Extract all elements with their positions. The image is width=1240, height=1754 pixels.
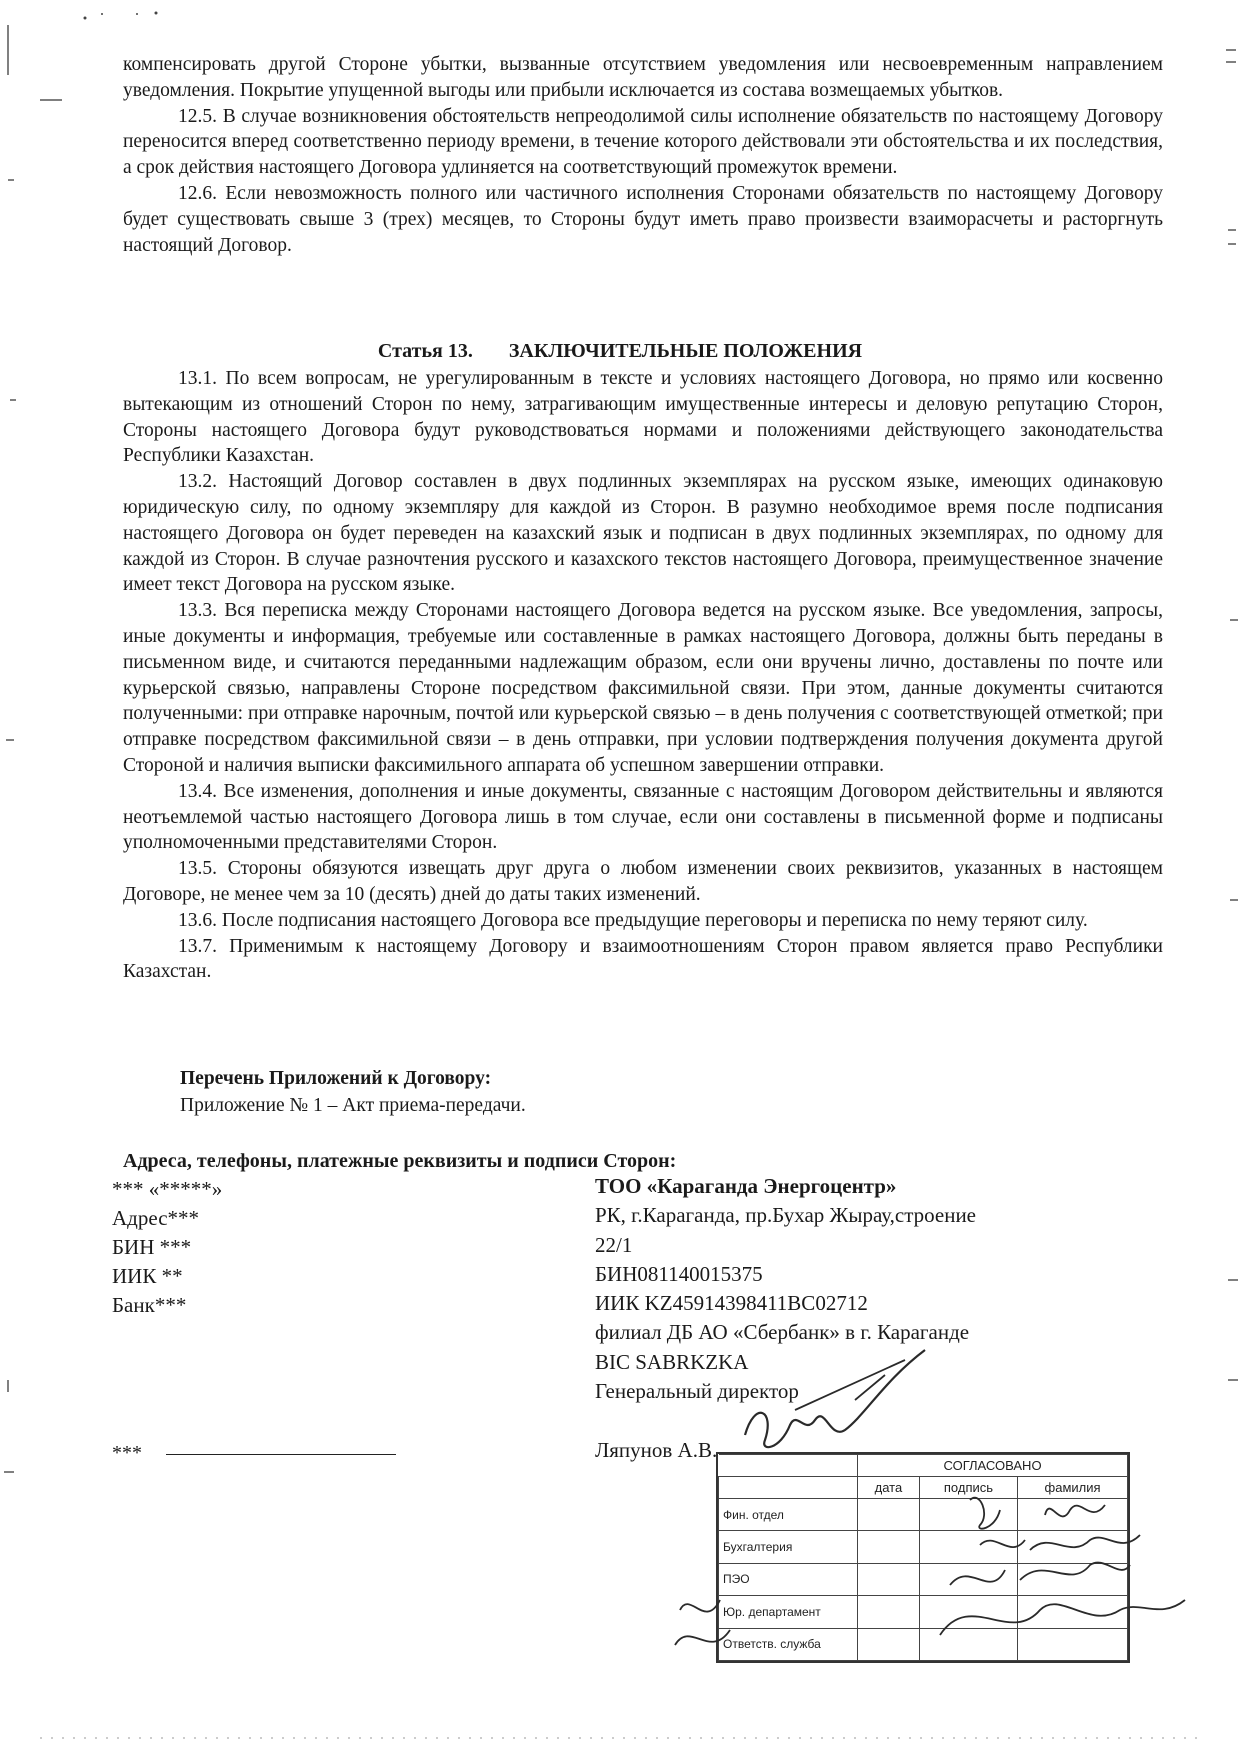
paragraph-13-2: 13.2. Настоящий Договор составлен в двух подлинных экземплярах на русском языке, имеющих одинаковую юридическую силу, по одному экземпляру для каждой из Сторон. В разумно необходимое время после подписания настоящего Договора он будет переведен на казахский язык и подписан в двух подлинных экземплярах, по одному для каждой из Сторон. В случае разночтения русского и казахского текстов настоящего Договора, преимущественное значение имеет текст Договора на русском языке.: [123, 471, 1163, 596]
party-left-name: *** «*****»: [112, 1177, 223, 1201]
stamp-row-label: Юр. департамент: [719, 1596, 858, 1628]
party-right-bin: БИН081140015375: [595, 1261, 763, 1286]
stamp-col-name: фамилия: [1018, 1477, 1128, 1499]
party-right-iik: ИИК KZ45914398411BC02712: [595, 1291, 868, 1316]
article-12-section: [123, 52, 1163, 258]
party-right-position: Генеральный директор: [595, 1379, 799, 1404]
party-right-bic: BIC SABRKZKA: [595, 1349, 749, 1374]
article-13-section: [123, 366, 1163, 985]
stamp-handwritten-signatures: [650, 1470, 1190, 1670]
paragraph-13-3: 13.3. Вся переписка между Сторонами настоящего Договора ведется на русском языке. Все уведомления, запросы, иные документы и информация, требуемые или составленные в рамках настоящего Договора, должны быть переданы в письменном виде, и считаются переданными надлежащим образом, если они вручены лично, доставлены по почте или курьерской связью, направлены Стороне посредством факсимильной связи. При этом, данные документы считаются полученными: при отправке нарочным, почтой или курьерской связью – в день получения с соответствующей отметкой; при отправке посредством факсимильной связи – в день отправки, при условии подтверждения получения документа другой Стороной и наличия выписки факсимильного аппарата об успешном завершении отправки.: [123, 600, 1163, 776]
requisites-title: Адреса, телефоны, платежные реквизиты и подписи Сторон:: [123, 1150, 677, 1172]
paragraph-13-1: 13.1. По всем вопросам, не урегулированным в тексте и условиях настоящего Договора, но прямо или косвенно вытекающим из отношений Сторон по нему, затрагивающим имущественные интересы и деловую репутацию Сторон, Стороны настоящего Договора будут руководствоваться нормами и положениями действующего законодательства Республики Казахстан.: [123, 368, 1163, 467]
stamp-row-label: ПЭО: [719, 1563, 858, 1595]
paragraph-12-4-continuation: компенсировать другой Стороне убытки, вызванные отсутствием уведомления или несвоевременным направлением уведомления. Покрытие упущенной выгоды или прибыли исключается из состава возмещаемых убытков.: [123, 54, 1163, 101]
article-13-number: Статья 13.: [377, 340, 473, 362]
party-left-signature-line: [112, 1442, 396, 1465]
party-left-requisites: [112, 1175, 222, 1320]
stamp-row-label: Бухгалтерия: [719, 1531, 858, 1563]
paragraph-13-6: 13.6. После подписания настоящего Договора все предыдущие переговоры и переписка по нему теряют силу.: [178, 909, 1088, 931]
signature-rule: [166, 1454, 396, 1455]
stamp-row-label: Фин. отдел: [719, 1499, 858, 1531]
article-13-title: ЗАКЛЮЧИТЕЛЬНЫЕ ПОЛОЖЕНИЯ: [508, 340, 863, 362]
party-right-address-line1: РК, г.Караганда, пр.Бухар Жырау,строение: [595, 1203, 977, 1228]
paragraph-13-4: 13.4. Все изменения, дополнения и иные документы, связанные с настоящим Договором действительны и являются неотъемлемой частью настоящего Договора лишь в том случае, если они составлены в письменной форме и подписаны уполномоченными представителями Сторон.: [123, 780, 1163, 854]
party-left-bank: Банк***: [112, 1293, 187, 1317]
paragraph-12-6: 12.6. Если невозможность полного или частичного исполнения Сторонами обязательств по настоящему Договору будет существовать свыше 3 (трех) месяцев, то Стороны будут иметь право произвести взаиморасчеты и расторгнуть настоящий Договор.: [123, 182, 1163, 256]
stamp-row-label: Ответств. служба: [719, 1628, 858, 1660]
party-right-name: ТОО «Караганда Энергоцентр»: [595, 1174, 897, 1198]
stamp-title: СОГЛАСОВАНО: [858, 1455, 1128, 1477]
paragraph-12-5: 12.5. В случае возникновения обстоятельств непреодолимой силы исполнение обязательств по настоящему Договору переносится вперед соответственно периоду времени, в течение которого действовали эти обстоятельства и их последствия, а срок действия настоящего Договора удлиняется на соответствующий промежуток времени.: [123, 105, 1163, 179]
party-left-sign-label: ***: [112, 1442, 142, 1464]
party-right-signatory: Ляпунов А.В.: [595, 1438, 718, 1463]
party-right-address-line2: 22/1: [595, 1232, 633, 1257]
party-left-iik: ИИК **: [112, 1264, 183, 1288]
paragraph-13-7: 13.7. Применимым к настоящему Договору и взаимоотношениям Сторон правом является право Республики Казахстан.: [123, 935, 1163, 983]
party-left-bin: БИН ***: [112, 1235, 192, 1259]
party-right-bank: филиал ДБ АО «Сбербанк» в г. Караганде: [595, 1320, 970, 1345]
director-signature: [735, 1340, 935, 1460]
annex-item-1: Приложение № 1 – Акт приема-передачи.: [180, 1095, 526, 1116]
party-left-address: Адрес***: [112, 1206, 200, 1230]
annex-list-title: Перечень Приложений к Договору:: [180, 1068, 492, 1089]
paragraph-13-5: 13.5. Стороны обязуются извещать друг друга о любом изменении своих реквизитов, указанных в настоящем Договоре, не менее чем за 10 (десять) дней до даты таких изменений.: [123, 858, 1163, 905]
stamp-col-date: дата: [858, 1477, 920, 1499]
article-13-heading: [0, 340, 1240, 363]
stamp-col-sign: подпись: [919, 1477, 1017, 1499]
